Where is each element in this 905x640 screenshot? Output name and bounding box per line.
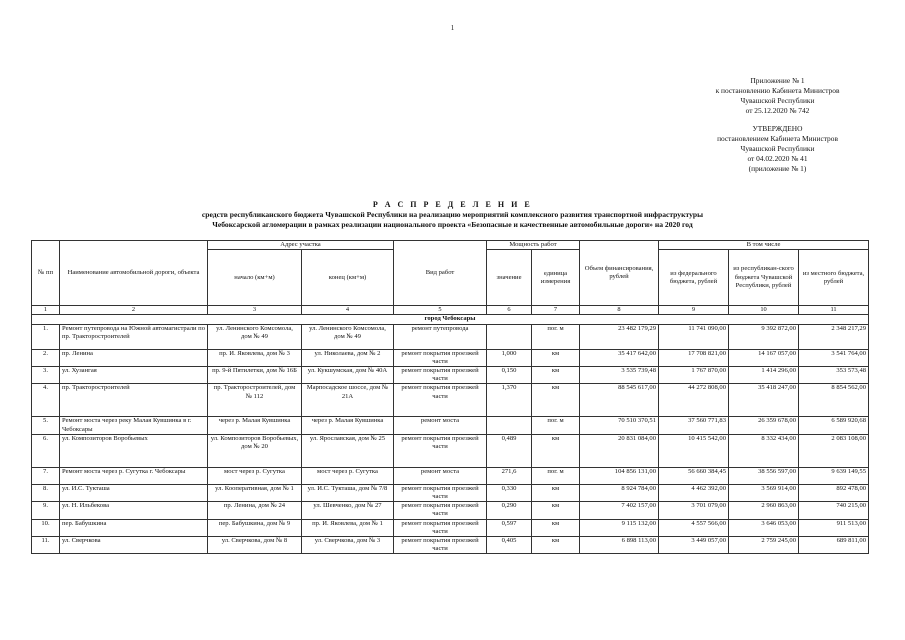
work-type: ремонт покрытия проезжей части <box>394 434 487 467</box>
address-end: Марпосадское шоссе, дом № 21А <box>302 384 394 417</box>
section-header: город Чебоксары <box>32 315 869 324</box>
table-row <box>32 324 869 349</box>
funding-total: 104 856 131,00 <box>580 467 659 484</box>
distribution-table <box>31 240 869 554</box>
header-num: № пп <box>32 241 60 306</box>
header-local: из местного бюджета, рублей <box>799 250 869 306</box>
funding-local: 689 811,00 <box>799 537 869 554</box>
row-number: 8. <box>32 484 60 501</box>
funding-federal: 56 660 384,45 <box>659 467 729 484</box>
row-number: 7. <box>32 467 60 484</box>
address-end: через р. Малая Кувшинка <box>302 417 394 434</box>
funding-federal: 17 708 821,00 <box>659 349 729 366</box>
header-capacity: Мощность работ <box>487 241 580 250</box>
funding-republic: 2 759 245,00 <box>729 537 799 554</box>
funding-total: 3 535 739,48 <box>580 367 659 384</box>
title-line: средств республиканского бюджета Чувашской Республики на реализацию мероприятий комплексного развития транспортной инфраструктуры <box>201 210 704 219</box>
capacity-unit: пог. м <box>532 324 580 349</box>
funding-federal: 37 560 771,83 <box>659 417 729 434</box>
capacity-value: 0,597 <box>487 519 532 536</box>
capacity-unit: км <box>532 519 580 536</box>
work-type: ремонт покрытия проезжей части <box>394 537 487 554</box>
road-name: ул. Хузангая <box>60 367 208 384</box>
funding-total: 23 482 179,29 <box>580 324 659 349</box>
table-row <box>32 349 869 366</box>
approval-line: от 25.12.2020 № 742 <box>745 106 810 115</box>
header-including: В том числе <box>659 241 869 250</box>
address-end: ул. Николаева, дом № 2 <box>302 349 394 366</box>
funding-total: 20 831 084,00 <box>580 434 659 467</box>
funding-republic: 38 556 597,00 <box>729 467 799 484</box>
road-name: ул. Сверчкова <box>60 537 208 554</box>
funding-federal: 44 272 808,00 <box>659 384 729 417</box>
funding-local: 8 854 562,00 <box>799 384 869 417</box>
road-name: Ремонт моста через реку Малая Кувшинка в г. Чебоксары <box>60 417 208 434</box>
address-end: ул. И.С. Тукташа, дом № 7/8 <box>302 484 394 501</box>
funding-total: 8 924 784,00 <box>580 484 659 501</box>
page-number: 1 <box>450 24 455 32</box>
header-federal: из федерального бюджета, рублей <box>659 250 729 306</box>
col-number: 4 <box>302 306 394 315</box>
capacity-value: 0,290 <box>487 502 532 519</box>
row-number: 6. <box>32 434 60 467</box>
approval-line: Чувашской Республики <box>740 144 815 153</box>
approval-line: постановлением Кабинета Министров <box>717 134 838 143</box>
row-number: 3. <box>32 367 60 384</box>
address-end: ул. Ленинского Комсомола, дом № 49 <box>302 324 394 349</box>
table-row <box>32 367 869 384</box>
funding-federal: 3 449 057,00 <box>659 537 729 554</box>
funding-total: 70 510 370,51 <box>580 417 659 434</box>
road-name: ул. Композиторов Воробьевых <box>60 434 208 467</box>
road-name: Ремонт моста через р. Сугутка г. Чебоксары <box>60 467 208 484</box>
address-end: ул. Кукшумская, дом № 40А <box>302 367 394 384</box>
road-name: пр. Ленина <box>60 349 208 366</box>
capacity-value: 0,405 <box>487 537 532 554</box>
approval-line: к постановлению Кабинета Министров <box>715 86 840 95</box>
col-number: 3 <box>208 306 302 315</box>
address-start: ул. Ленинского Комсомола, дом № 49 <box>208 324 302 349</box>
work-type: ремонт моста <box>394 467 487 484</box>
work-type: ремонт моста <box>394 417 487 434</box>
header-work: Вид работ <box>394 241 487 306</box>
table-row <box>32 417 869 434</box>
col-number: 5 <box>394 306 487 315</box>
capacity-unit: км <box>532 349 580 366</box>
address-start: через р. Малая Кувшинка <box>208 417 302 434</box>
header-value: значение <box>487 250 532 306</box>
address-start: ул. Кооперативная, дом № 1 <box>208 484 302 501</box>
funding-local: 353 573,48 <box>799 367 869 384</box>
road-name: пр. Тракторостроителей <box>60 384 208 417</box>
funding-federal: 4 462 392,00 <box>659 484 729 501</box>
col-number: 11 <box>799 306 869 315</box>
approval-stamp <box>690 76 865 174</box>
header-unit: единица измерения <box>532 250 580 306</box>
address-start: пр. Тракторостроителей, дом № 112 <box>208 384 302 417</box>
funding-local: 9 639 149,55 <box>799 467 869 484</box>
row-number: 11. <box>32 537 60 554</box>
document-title <box>100 200 805 230</box>
capacity-unit: пог. м <box>532 467 580 484</box>
approval-line: УТВЕРЖДЕНО <box>752 124 803 133</box>
row-number: 2. <box>32 349 60 366</box>
work-type: ремонт покрытия проезжей части <box>394 367 487 384</box>
address-start: пр. Ленина, дом № 24 <box>208 502 302 519</box>
funding-local: 740 215,00 <box>799 502 869 519</box>
funding-total: 7 402 157,00 <box>580 502 659 519</box>
col-number: 8 <box>580 306 659 315</box>
funding-republic: 3 569 914,00 <box>729 484 799 501</box>
funding-total: 9 115 132,00 <box>580 519 659 536</box>
table-row <box>32 384 869 417</box>
funding-local: 911 513,00 <box>799 519 869 536</box>
funding-republic: 9 392 872,00 <box>729 324 799 349</box>
col-number: 2 <box>60 306 208 315</box>
address-end: ул. Сверчкова, дом № 3 <box>302 537 394 554</box>
capacity-unit: км <box>532 537 580 554</box>
address-start: ул. Композиторов Воробьевых, дом № 20 <box>208 434 302 467</box>
row-number: 10. <box>32 519 60 536</box>
header-name: Наименование автомобильной дороги, объекта <box>60 241 208 306</box>
funding-federal: 10 415 542,00 <box>659 434 729 467</box>
approval-line: Чувашской Республики <box>740 96 815 105</box>
header-end: конец (км+м) <box>302 250 394 306</box>
col-number: 7 <box>532 306 580 315</box>
work-type: ремонт путепровода <box>394 324 487 349</box>
capacity-unit: км <box>532 484 580 501</box>
header-republic: из республикан-ского бюджета Чувашской Республики, рублей <box>729 250 799 306</box>
title-line: Чебоксарской агломерации в рамках реализации национального проекта «Безопасные и качественные автомобильные дороги» на 2020 год <box>212 220 693 229</box>
road-name: ул. Н. Ильбекова <box>60 502 208 519</box>
col-number: 10 <box>729 306 799 315</box>
capacity-value: 0,330 <box>487 484 532 501</box>
funding-republic: 1 414 296,00 <box>729 367 799 384</box>
address-end: ул. Ярославская, дом № 25 <box>302 434 394 467</box>
capacity-value: 271,6 <box>487 467 532 484</box>
capacity-unit: км <box>532 384 580 417</box>
address-end: ул. Шевченко, дом № 27 <box>302 502 394 519</box>
capacity-value <box>487 324 532 349</box>
capacity-unit: пог. м <box>532 417 580 434</box>
funding-federal: 4 557 566,00 <box>659 519 729 536</box>
road-name: Ремонт путепровода на Южной автомагистрали по пр. Тракторостроителей <box>60 324 208 349</box>
address-end: мост через р. Сугутка <box>302 467 394 484</box>
funding-total: 88 545 617,00 <box>580 384 659 417</box>
row-number: 4. <box>32 384 60 417</box>
row-number: 9. <box>32 502 60 519</box>
address-start: пер. Бабушкина, дом № 9 <box>208 519 302 536</box>
title-heading: Р А С П Р Е Д Е Л Е Н И Е <box>372 200 533 209</box>
funding-local: 2 083 108,00 <box>799 434 869 467</box>
capacity-value: 1,000 <box>487 349 532 366</box>
capacity-unit: км <box>532 502 580 519</box>
address-end: пр. И. Яковлева, дом № 1 <box>302 519 394 536</box>
col-number: 9 <box>659 306 729 315</box>
address-start: мост через р. Сугутка <box>208 467 302 484</box>
header-volume: Объем финансирования, рублей <box>580 241 659 306</box>
funding-republic: 14 167 057,00 <box>729 349 799 366</box>
work-type: ремонт покрытия проезжей части <box>394 484 487 501</box>
funding-total: 35 417 642,00 <box>580 349 659 366</box>
address-start: ул. Сверчкова, дом № 8 <box>208 537 302 554</box>
work-type: ремонт покрытия проезжей части <box>394 502 487 519</box>
funding-local: 2 348 217,29 <box>799 324 869 349</box>
header-start: начало (км+м) <box>208 250 302 306</box>
funding-republic: 35 418 247,00 <box>729 384 799 417</box>
capacity-value: 1,370 <box>487 384 532 417</box>
row-number: 5. <box>32 417 60 434</box>
table-row <box>32 502 869 519</box>
approval-line: от 04.02.2020 № 41 <box>747 154 808 163</box>
funding-republic: 3 646 053,00 <box>729 519 799 536</box>
address-start: пр. И. Яковлева, дом № 3 <box>208 349 302 366</box>
capacity-unit: км <box>532 434 580 467</box>
work-type: ремонт покрытия проезжей части <box>394 349 487 366</box>
approval-line: Приложение № 1 <box>750 76 805 85</box>
col-number: 1 <box>32 306 60 315</box>
approval-line: (приложение № 1) <box>748 164 807 173</box>
capacity-value: 0,489 <box>487 434 532 467</box>
funding-local: 6 589 920,68 <box>799 417 869 434</box>
table-row <box>32 467 869 484</box>
funding-federal: 3 701 079,00 <box>659 502 729 519</box>
funding-federal: 11 741 090,00 <box>659 324 729 349</box>
col-number: 6 <box>487 306 532 315</box>
address-start: пр. 9-й Пятилетки, дом № 16Б <box>208 367 302 384</box>
work-type: ремонт покрытия проезжей части <box>394 519 487 536</box>
funding-federal: 1 767 870,00 <box>659 367 729 384</box>
table-row <box>32 484 869 501</box>
table-row <box>32 519 869 536</box>
row-number: 1. <box>32 324 60 349</box>
header-address: Адрес участка <box>208 241 394 250</box>
table-row <box>32 537 869 554</box>
table-row <box>32 434 869 467</box>
capacity-value: 0,150 <box>487 367 532 384</box>
capacity-value <box>487 417 532 434</box>
funding-republic: 26 359 678,00 <box>729 417 799 434</box>
funding-republic: 8 332 434,00 <box>729 434 799 467</box>
funding-local: 892 478,00 <box>799 484 869 501</box>
funding-total: 6 898 113,00 <box>580 537 659 554</box>
funding-republic: 2 960 863,00 <box>729 502 799 519</box>
funding-local: 3 541 764,00 <box>799 349 869 366</box>
capacity-unit: км <box>532 367 580 384</box>
road-name: ул. И.С. Тукташа <box>60 484 208 501</box>
work-type: ремонт покрытия проезжей части <box>394 384 487 417</box>
road-name: пер. Бабушкина <box>60 519 208 536</box>
